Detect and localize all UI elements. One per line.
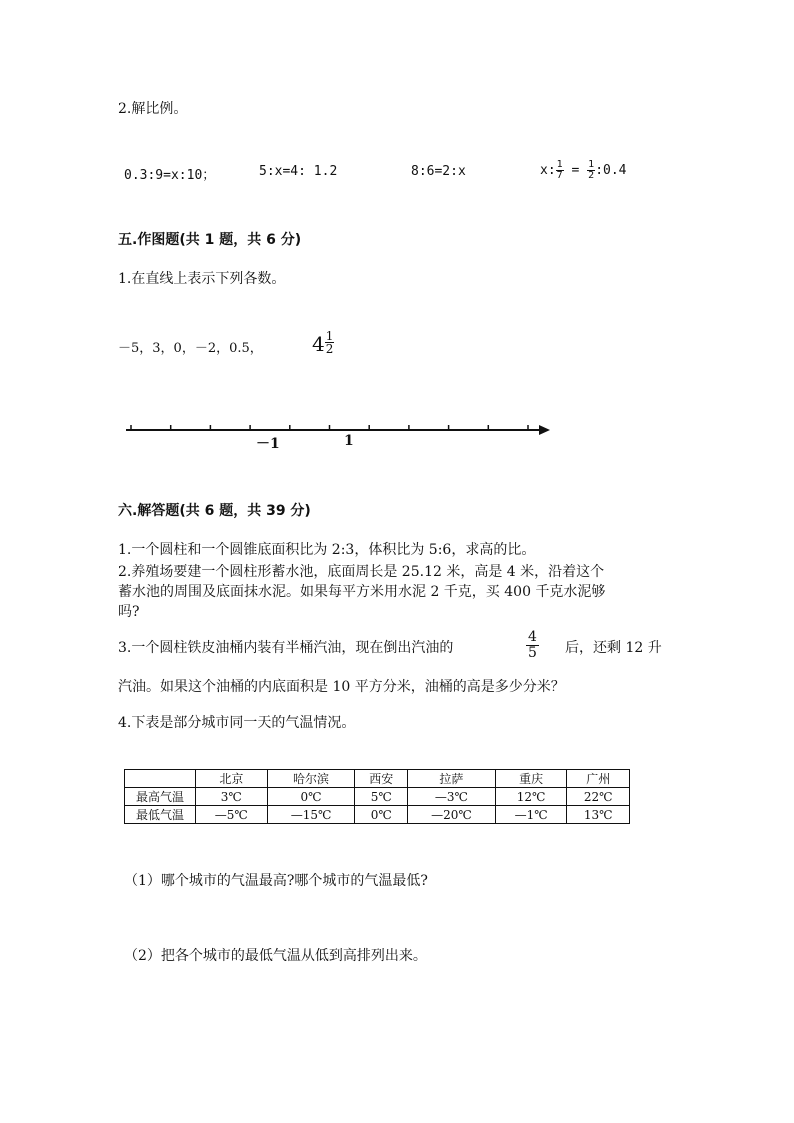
fraction-denominator: 7 [556, 170, 563, 181]
proportion-1: 0.3:9=x:10； [124, 168, 216, 183]
table-row [125, 806, 630, 824]
section-5-question-1: 1.在直线上表示下列各数。 [118, 271, 286, 287]
table-header-cell: 拉萨 [408, 770, 496, 788]
fraction-denominator: 2 [588, 170, 595, 181]
axis-label-neg-one: －1 [256, 436, 280, 452]
fraction-numerator: 1 [325, 329, 334, 343]
section-6-question-1: 1.一个圆柱和一个圆锥底面积比为 2:3，体积比为 5:6，求高的比。 [118, 542, 536, 558]
fraction-four-fifths [526, 630, 539, 660]
table-cell: 5℃ [355, 788, 408, 806]
table-cell: 22℃ [567, 788, 630, 806]
section-6-question-2-line-1: 2.养殖场要建一个圆柱形蓄水池，底面周长是 25.12 米，高是 4 米，沿着这个 [118, 564, 605, 580]
sub-question-1: （1）哪个城市的气温最高?哪个城市的气温最低? [124, 873, 428, 889]
table-cell: 0℃ [267, 788, 355, 806]
proportion-2: 5:x=4: 1.2 [259, 164, 338, 179]
question-3-fraction [526, 630, 539, 660]
section-6-question-3-line-2: 汽油。如果这个油桶的内底面积是 10 平方分米，油桶的高是多少分米？ [118, 679, 565, 695]
table-corner-cell [125, 770, 196, 788]
numbers-to-plot: －5，3，0，－2，0.5， [118, 341, 263, 356]
section-6-question-3-part-2: 后，还剩 12 升 [565, 640, 662, 656]
fraction-denominator: 2 [325, 342, 334, 356]
table-cell: —5℃ [196, 806, 268, 824]
fraction-numerator: 1 [556, 159, 563, 170]
sub-question-2: （2）把各个城市的最低气温从低到高排列出来。 [124, 948, 427, 964]
proportion-4-prefix: x: [540, 163, 556, 178]
section-6-question-4: 4.下表是部分城市同一天的气温情况。 [118, 715, 356, 731]
question-2-title: 2.解比例。 [118, 101, 188, 117]
mixed-number-whole: 4 [312, 332, 325, 356]
table-row-label: 最高气温 [125, 788, 196, 806]
table-header-cell: 西安 [355, 770, 408, 788]
table-header-cell: 重庆 [495, 770, 567, 788]
table-row-label: 最低气温 [125, 806, 196, 824]
table-cell: 0℃ [355, 806, 408, 824]
temperature-table [124, 769, 630, 824]
number-line-arrowhead [539, 425, 550, 435]
table-header-cell: 哈尔滨 [267, 770, 355, 788]
axis-label-one: 1 [344, 433, 354, 449]
table-header-cell: 广州 [567, 770, 630, 788]
table-cell: —15℃ [267, 806, 355, 824]
table-cell: 3℃ [196, 788, 268, 806]
table-header-cell: 北京 [196, 770, 268, 788]
section-6-question-2-line-3: 吗? [118, 604, 140, 620]
fraction-denominator: 5 [528, 645, 537, 661]
fraction-numerator: 4 [528, 629, 537, 645]
table-cell: —1℃ [495, 806, 567, 824]
section-6-heading: 六.解答题(共 6 题，共 39 分) [118, 503, 311, 519]
table-row [125, 788, 630, 806]
fraction-numerator: 1 [588, 159, 595, 170]
proportion-3: 8:6=2:x [411, 164, 466, 179]
section-6-question-3-part-1: 3.一个圆柱铁皮油桶内装有半桶汽油，现在倒出汽油的 [118, 640, 454, 656]
table-cell: 12℃ [495, 788, 567, 806]
section-6-question-2-line-2: 蓄水池的周围及底面抹水泥。如果每平方米用水泥 2 千克，买 400 千克水泥够 [118, 584, 606, 600]
table-cell: 13℃ [567, 806, 630, 824]
table-cell: —20℃ [408, 806, 496, 824]
table-header-row [125, 770, 630, 788]
proportion-4-suffix: :0.4 [595, 163, 627, 178]
table-cell: —3℃ [408, 788, 496, 806]
equals-sign: = [563, 163, 588, 178]
section-5-heading: 五.作图题(共 1 题，共 6 分) [118, 232, 302, 248]
